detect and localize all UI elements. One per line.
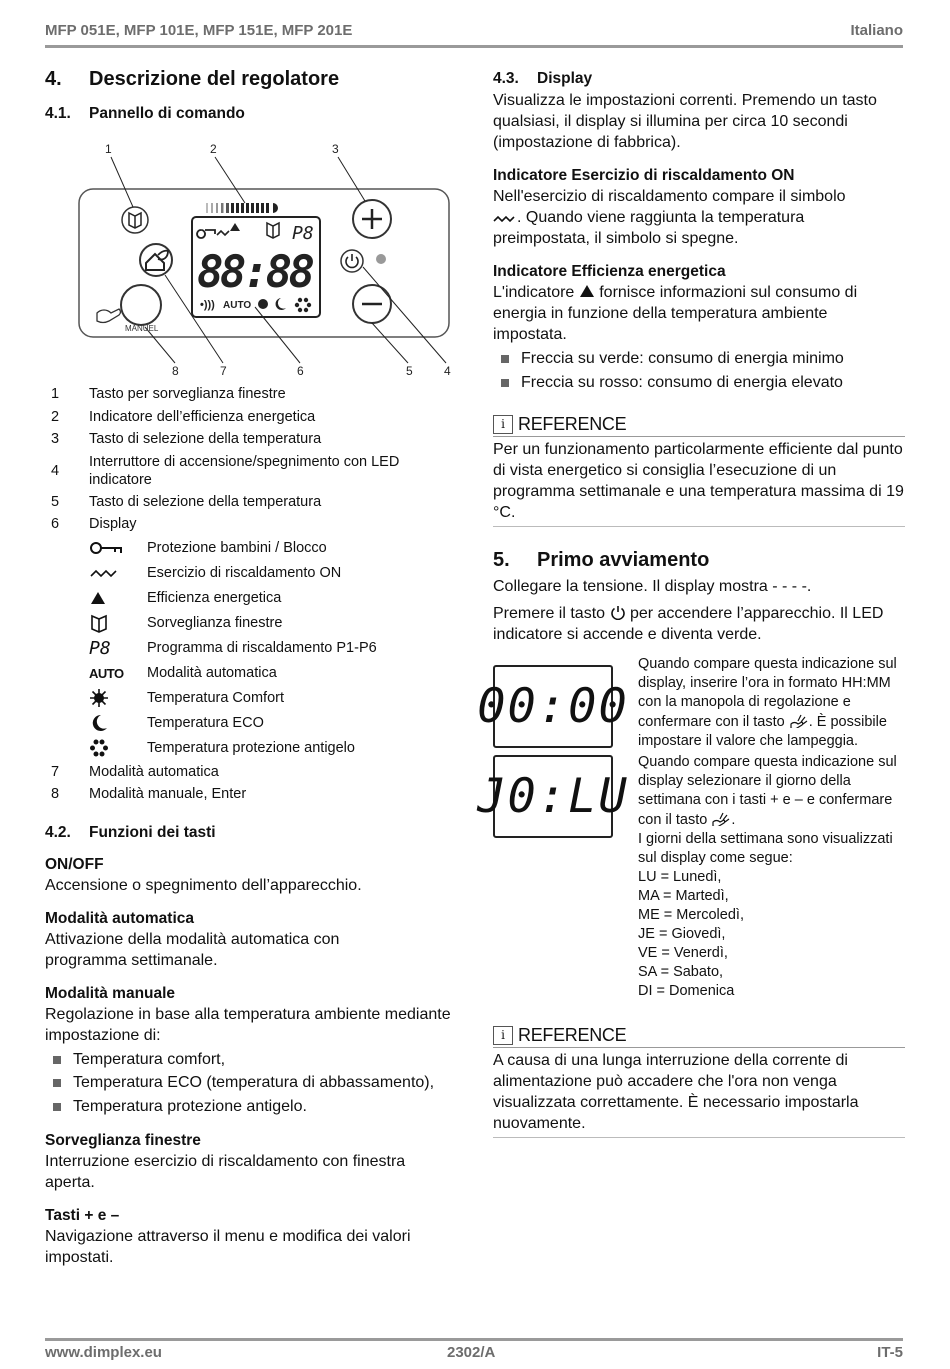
efficiency-list [493, 347, 905, 394]
page-header [45, 20, 903, 44]
list-item: Freccia su rosso: consumo di energia elevato [493, 371, 905, 395]
section-4-heading: 4. Descrizione del regolatore [45, 68, 340, 90]
hand-icon [711, 810, 731, 826]
window-heading: Sorveglianza finestre [45, 1132, 201, 1149]
day-item: JE = Giovedì, [638, 926, 726, 942]
legend-row: 1 Tasto per sorveglianza finestre [51, 386, 286, 403]
manual-button [121, 285, 161, 325]
footer-code: 2302/A [447, 1344, 496, 1361]
program-icon: P8 [89, 637, 111, 659]
legend-row: 2 Indicatore dell’efficienza energetica [51, 408, 316, 425]
legend-row: 4 Interruttore di accensione/spegnimento con LED indicatore [51, 453, 400, 488]
section-5-heading: 5. Primo avviamento [493, 549, 710, 571]
legend-row: 6 Display [51, 516, 137, 533]
legend-row: 8 Modalità manuale, Enter [51, 786, 247, 803]
auto-text: Attivazione della modalità automatica con programma settimanale. [45, 930, 340, 969]
callout-2: 2 [210, 142, 217, 156]
reference-box-1 [493, 414, 905, 527]
display-step-2-text: Quando compare questa indicazione sul display selezionare il giorno della settimana con i tasti + e – e confermare con il tasto . [638, 754, 897, 828]
start-text-2: Premere il tasto per accendere l’apparecchio. Il LED indicatore si accende e diventa verde. [493, 605, 884, 643]
list-item: Temperatura ECO (temperatura di abbassamento), [45, 1071, 457, 1095]
legend-row: 7 Modalità automatica [51, 763, 219, 780]
start-text-1: Collegare la tensione. Il display mostra - - - -. [493, 578, 812, 595]
day-item: SA = Sabato, [638, 964, 724, 980]
efficiency-bar [206, 203, 278, 213]
manual-list [45, 1048, 457, 1119]
keys-heading: Tasti + e – [45, 1207, 120, 1224]
callout-1: 1 [105, 142, 112, 156]
sun-icon [89, 688, 109, 708]
left-column [45, 62, 457, 1268]
manuel-label: MANUEL [125, 324, 159, 333]
moon-icon [89, 713, 109, 733]
svg-text:•))): •))) [200, 299, 215, 311]
power-icon [610, 604, 626, 620]
eco-button [140, 244, 172, 276]
header-language: Italiano [850, 22, 903, 39]
symbol-row: Sorveglianza finestre [45, 611, 457, 636]
display-step-1 [477, 655, 905, 751]
triangle-icon [579, 284, 595, 298]
display-text: Visualizza le impostazioni correnti. Premendo un tasto qualsiasi, il display si illumina per circa 10 secondi (impostazione di fabbrica). [493, 92, 877, 151]
reference-text: Per un funzionamento particolarmente efficiente dal punto di vista energetico si consiglia l’esecuzione di un programma settimanale e una temperatura massima di 19 °C. [493, 441, 904, 521]
info-icon: i [493, 1026, 513, 1045]
onoff-heading: ON/OFF [45, 855, 104, 873]
heating-indicator-text: Nell'esercizio di riscaldamento compare il simbolo . Quando viene raggiunta la temperatura preimpostata, il simbolo si spegne. [493, 188, 846, 247]
control-panel-diagram [45, 127, 457, 377]
symbol-row: Temperatura ECO [45, 711, 457, 736]
list-item: Freccia su verde: consumo di energia minimo [493, 347, 905, 371]
onoff-text: Accensione o spegnimento dell’apparecchio. [45, 876, 362, 894]
legend [45, 383, 457, 806]
symbol-row: Temperatura Comfort [45, 686, 457, 711]
led-indicator [376, 254, 386, 264]
heating-wave-icon [89, 566, 119, 580]
symbol-row: Temperatura protezione antigelo [45, 736, 457, 761]
header-rule [45, 45, 903, 48]
symbol-row: AUTO Modalità automatica [89, 665, 277, 681]
key-icon [89, 541, 125, 555]
legend-row: 3 Tasto di selezione della temperatura [51, 431, 322, 448]
callout-4: 4 [444, 364, 451, 377]
footer-url[interactable]: www.dimplex.eu [45, 1344, 162, 1361]
hand-icon [789, 712, 809, 728]
heating-indicator-heading: Indicatore Esercizio di riscaldamento ON [493, 167, 795, 184]
symbol-row: Protezione bambini / Blocco [45, 536, 457, 561]
section-4-3-heading: 4.3. Display [493, 70, 593, 87]
right-column [477, 62, 905, 1138]
callout-5: 5 [406, 364, 413, 377]
reference-box-2 [493, 1025, 905, 1138]
page-number: IT-5 [877, 1344, 903, 1361]
footer-rule [45, 1338, 903, 1341]
display-step-2 [477, 753, 905, 1001]
lcd-program: P8 [292, 223, 314, 244]
legend-row: 5 Tasto di selezione della temperatura [51, 493, 322, 510]
symbol-row: Efficienza energetica [45, 586, 457, 611]
window-icon [89, 613, 109, 633]
reference-text: A causa di una lunga interruzione della corrente di alimentazione può accadere che l'ora non venga visualizzata correttamente. È necessario impostarla nuovamente. [493, 1052, 859, 1132]
auto-heading: Modalità automatica [45, 909, 194, 927]
keys-text: Navigazione attraverso il menu e modifica dei valori impostati. [45, 1228, 411, 1266]
days-intro: I giorni della settimana sono visualizzati sul display come segue: [638, 831, 893, 866]
manual-text: Regolazione in base alla temperatura ambiente mediante impostazione di: [45, 1005, 451, 1044]
header-models: MFP 051E, MFP 101E, MFP 151E, MFP 201E [45, 22, 353, 39]
symbol-row: Esercizio di riscaldamento ON [45, 561, 457, 586]
efficiency-indicator-text: L'indicatore fornisce informazioni sul consumo di energia in funzione della temperatura ambiente impostata. [493, 284, 858, 343]
display-j0-lu: J0:LU [493, 755, 613, 838]
manual-heading: Modalità manuale [45, 984, 176, 1002]
window-text: Interruzione esercizio di riscaldamento con finestra aperta. [45, 1153, 406, 1191]
section-4-2-heading: 4.2. Funzioni dei tasti [45, 823, 216, 841]
callout-7: 7 [220, 364, 227, 377]
day-item: DI = Domenica [638, 983, 735, 999]
auto-icon: AUTO [89, 665, 124, 681]
snowflake-icon [89, 738, 109, 758]
reference-title: REFERENCE [518, 1025, 627, 1045]
day-item: LU = Lunedì, [638, 869, 722, 885]
section-4-1-heading: 4.1. Pannello di comando [45, 105, 245, 122]
day-item: MA = Martedì, [638, 888, 729, 904]
display-00-00: 00:00 [493, 665, 613, 748]
reference-title: REFERENCE [518, 414, 627, 434]
lcd-auto: AUTO [223, 300, 252, 311]
heating-wave-icon [493, 212, 517, 224]
list-item: Temperatura protezione antigelo. [45, 1095, 457, 1119]
symbol-row: P8 Programma di riscaldamento P1-P6 [89, 637, 377, 659]
efficiency-indicator-heading: Indicatore Efficienza energetica [493, 263, 726, 280]
callout-3: 3 [332, 142, 339, 156]
triangle-icon [89, 590, 109, 606]
callout-6: 6 [297, 364, 304, 377]
list-item: Temperatura comfort, [45, 1048, 457, 1072]
lcd-time: 88:88 [197, 247, 315, 298]
day-item: VE = Venerdì, [638, 945, 728, 961]
callout-8: 8 [172, 364, 179, 377]
display-step-1-text: Quando compare questa indicazione sul display, inserire l’ora in formato HH:MM con la manopola di regolazione e confermare con il tasto . È possibile impostare il valore che lampeggia. [638, 656, 897, 749]
info-icon: i [493, 415, 513, 434]
day-item: ME = Mercoledì, [638, 907, 744, 923]
